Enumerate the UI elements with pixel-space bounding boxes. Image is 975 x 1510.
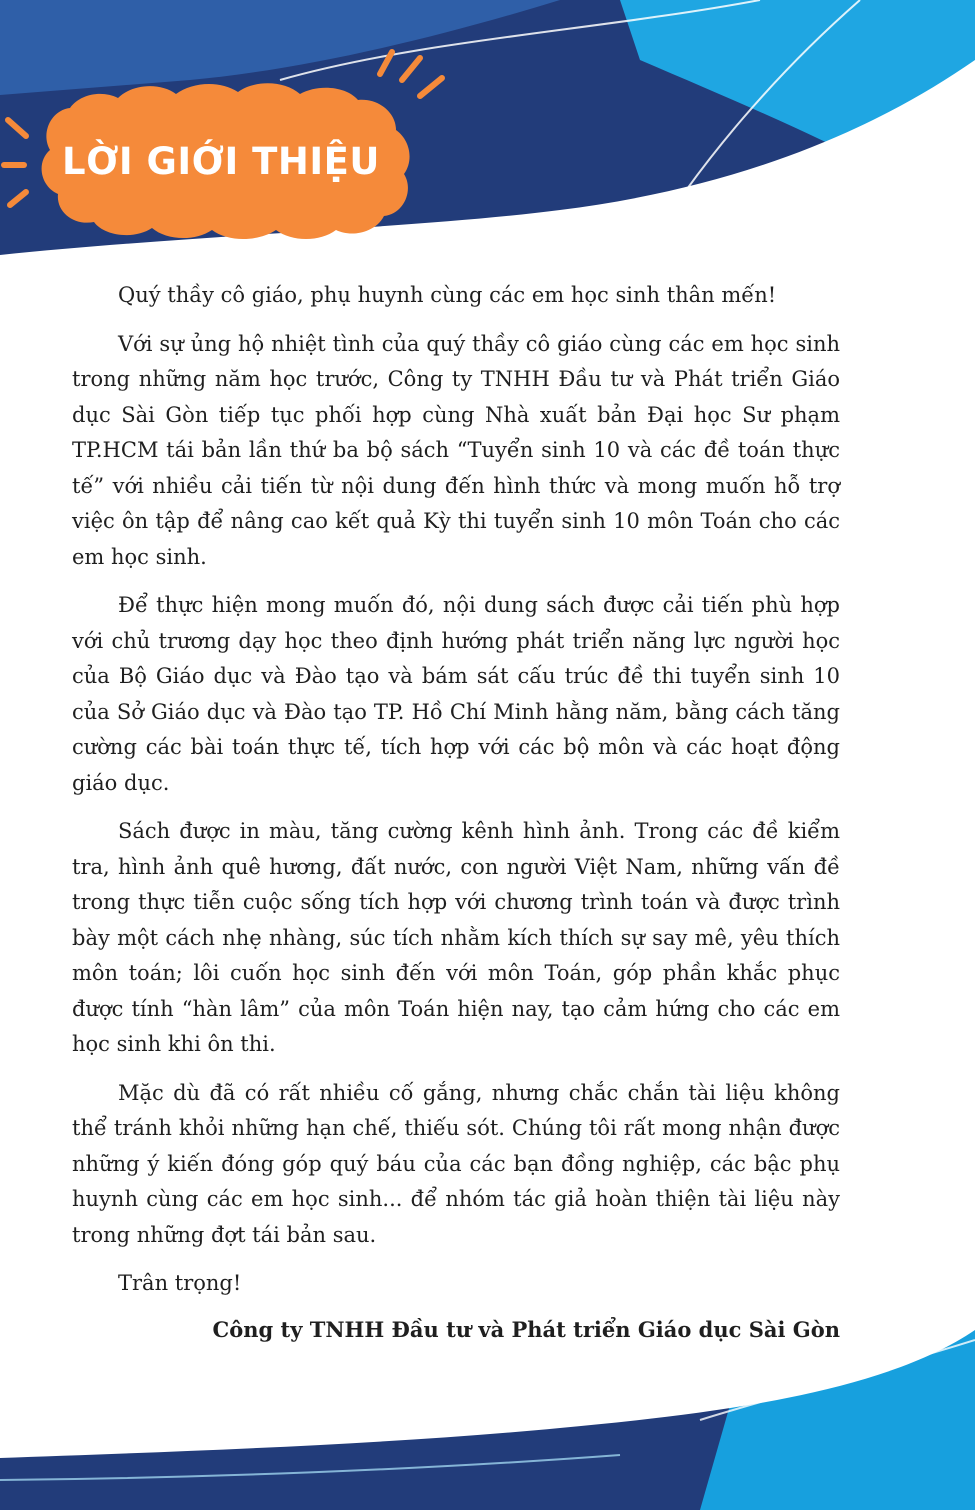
greeting-line: Quý thầy cô giáo, phụ huynh cùng các em học sinh thân mến! — [118, 283, 777, 307]
paragraph-3: Sách được in màu, tăng cường kênh hình ảnh. Trong các đề kiểm tra, hình ảnh quê hương, đất nước, con người Việt Nam, những vấn đề trong thực tiễn cuộc sống tích hợp với chương trình toán và được trình bày một cách nhẹ nhàng, súc tích nhằm kích thích sự say mê, yêu thích môn toán; lôi cuốn học sinh đến với môn Toán, góp phần khắc phục được tính “hàn lâm” của môn Toán hiện nay, tạo cảm hứng cho các em học sinh khi ôn thi. — [72, 819, 840, 1056]
letter-body — [72, 278, 840, 1347]
paragraph-1: Với sự ủng hộ nhiệt tình của quý thầy cô giáo cùng các em học sinh trong những năm học trước, Công ty TNHH Đầu tư và Phát triển Giáo dục Sài Gòn tiếp tục phối hợp cùng Nhà xuất bản Đại học Sư phạm TP.HCM tái bản lần thứ ba bộ sách “Tuyển sinh 10 và các đề toán thực tế” với nhiều cải tiến từ nội dung đến hình thức và mong muốn hỗ trợ việc ôn tập để nâng cao kết quả Kỳ thi tuyển sinh 10 môn Toán cho các em học sinh. — [72, 331, 840, 569]
page-title: LỜI GIỚI THIỆU — [62, 140, 380, 183]
paragraph-4: Mặc dù đã có rất nhiều cố gắng, nhưng chắc chắn tài liệu không thể tránh khỏi những hạn chế, thiếu sót. Chúng tôi rất mong nhận được những ý kiến đóng góp quý báu của các bạn đồng nghiệp, các bậc phụ huynh cùng các em học sinh... để nhóm tác giả hoàn thiện tài liệu này trong những đợt tái bản sau. — [72, 1080, 840, 1247]
signature: Công ty TNHH Đầu tư và Phát triển Giáo dục Sài Gòn — [212, 1316, 840, 1342]
closing-line: Trân trọng! — [118, 1271, 242, 1295]
paragraph-2: Để thực hiện mong muốn đó, nội dung sách được cải tiến phù hợp với chủ trương dạy học theo định hướng phát triển năng lực người học của Bộ Giáo dục và Đào tạo và bám sát cấu trúc đề thi tuyển sinh 10 của Sở Giáo dục và Đào tạo TP. Hồ Chí Minh hằng năm, bằng cách tăng cường các bài toán thực tế, tích hợp với các bộ môn và các hoạt động giáo dục. — [72, 593, 840, 795]
